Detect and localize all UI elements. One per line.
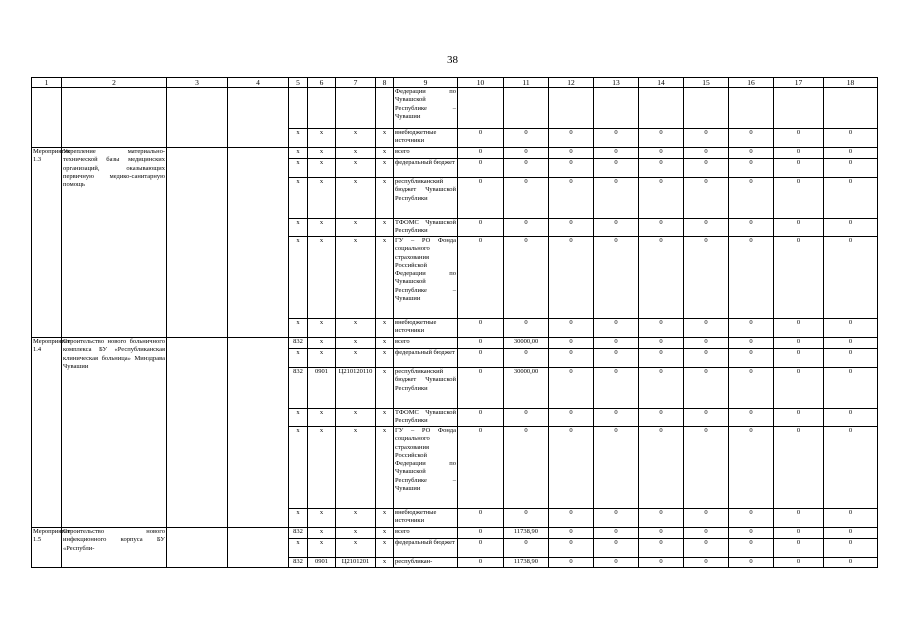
year-value-cell: 0 [549, 219, 594, 237]
column-header: 1 [32, 78, 62, 88]
grbs-cell: х [289, 319, 308, 338]
funding-source-cell: федеральный бюджет [394, 349, 458, 368]
year-value-cell: 0 [684, 129, 729, 148]
target-article-cell: х [336, 528, 376, 539]
section-cell: х [308, 509, 336, 528]
activity-name-cell [62, 88, 167, 148]
year-value-cell: 0 [824, 148, 878, 159]
year-value-cell: 0 [774, 349, 824, 368]
section-cell: х [308, 159, 336, 178]
column-header: 5 [289, 78, 308, 88]
year-value-cell: 0 [639, 539, 684, 558]
expense-type-cell: х [376, 409, 394, 427]
year-value-cell: 0 [824, 409, 878, 427]
year-value-cell: 0 [684, 558, 729, 568]
year-value-cell: 0 [684, 368, 729, 409]
year-value-cell: 0 [824, 129, 878, 148]
column-header: 10 [458, 78, 504, 88]
funding-source-cell: ТФОМС Чувашской Республики [394, 409, 458, 427]
year-value-cell: 0 [824, 368, 878, 409]
year-value-cell: 0 [458, 129, 504, 148]
year-value-cell: 0 [824, 159, 878, 178]
column-header: 14 [639, 78, 684, 88]
year-value-cell: 0 [549, 368, 594, 409]
target-article-cell: х [336, 539, 376, 558]
year-value-cell: 0 [729, 159, 774, 178]
year-value-cell: 0 [549, 539, 594, 558]
empty-cell [228, 528, 289, 568]
year-value-cell: 0 [824, 319, 878, 338]
target-article-cell: х [336, 178, 376, 219]
year-value-cell: 0 [774, 558, 824, 568]
year-value-cell: 0 [729, 338, 774, 349]
year-value-cell: 0 [549, 129, 594, 148]
table-row [32, 148, 878, 159]
empty-cell [228, 148, 289, 338]
year-value-cell: 0 [684, 237, 729, 319]
year-value-cell [684, 88, 729, 129]
funding-source-cell: внебюджетные источники [394, 319, 458, 338]
year-value-cell: 0 [594, 219, 639, 237]
section-cell: х [308, 148, 336, 159]
year-value-cell: 0 [774, 427, 824, 509]
grbs-cell: х [289, 178, 308, 219]
section-cell: х [308, 539, 336, 558]
year-value-cell: 0 [458, 528, 504, 539]
target-article-cell: х [336, 427, 376, 509]
year-value-cell: 0 [684, 349, 729, 368]
year-value-cell: 0 [684, 427, 729, 509]
column-header: 8 [376, 78, 394, 88]
year-value-cell: 0 [684, 539, 729, 558]
year-value-cell: 0 [549, 427, 594, 509]
year-value-cell: 0 [549, 558, 594, 568]
year-value-cell: 0 [594, 178, 639, 219]
year-value-cell: 0 [594, 528, 639, 539]
target-article-cell: Ц2101201 [336, 558, 376, 568]
expense-type-cell: х [376, 129, 394, 148]
year-value-cell: 0 [774, 509, 824, 528]
year-value-cell: 0 [458, 237, 504, 319]
table-row [32, 88, 878, 129]
year-value-cell: 0 [684, 409, 729, 427]
expense-type-cell: х [376, 159, 394, 178]
year-value-cell: 0 [774, 409, 824, 427]
target-article-cell: х [336, 237, 376, 319]
expense-type-cell [376, 88, 394, 129]
year-value-cell: 0 [774, 178, 824, 219]
year-value-cell: 0 [594, 539, 639, 558]
grbs-cell: х [289, 219, 308, 237]
activity-code-cell [32, 88, 62, 148]
year-value-cell: 0 [504, 349, 549, 368]
empty-cell [167, 148, 228, 338]
target-article-cell: х [336, 319, 376, 338]
year-value-cell: 0 [458, 509, 504, 528]
year-value-cell: 0 [684, 509, 729, 528]
year-value-cell [639, 88, 684, 129]
grbs-cell: 832 [289, 338, 308, 349]
table-row [32, 528, 878, 539]
section-cell: х [308, 178, 336, 219]
grbs-cell: 832 [289, 368, 308, 409]
year-value-cell: 0 [594, 338, 639, 349]
year-value-cell: 0 [639, 509, 684, 528]
target-article-cell: х [336, 349, 376, 368]
column-header: 3 [167, 78, 228, 88]
expense-type-cell: х [376, 219, 394, 237]
section-cell: 0901 [308, 368, 336, 409]
year-value-cell: 0 [774, 237, 824, 319]
year-value-cell: 0 [594, 319, 639, 338]
year-value-cell: 0 [729, 528, 774, 539]
section-cell [308, 88, 336, 129]
year-value-cell: 0 [458, 349, 504, 368]
activity-name-cell: Строительство нового больничного комплекса БУ «Республиканская клиническая больница» Минздрава Чувашии [62, 338, 167, 528]
year-value-cell: 0 [504, 129, 549, 148]
year-value-cell: 0 [774, 148, 824, 159]
page-number: 38 [447, 54, 458, 66]
year-value-cell: 0 [729, 368, 774, 409]
year-value-cell: 0 [774, 368, 824, 409]
year-value-cell: 0 [458, 319, 504, 338]
table-row [32, 338, 878, 349]
year-value-cell: 0 [504, 159, 549, 178]
year-value-cell: 0 [549, 159, 594, 178]
column-header: 12 [549, 78, 594, 88]
year-value-cell: 0 [684, 528, 729, 539]
target-article-cell: х [336, 148, 376, 159]
grbs-cell: х [289, 539, 308, 558]
year-value-cell: 0 [549, 409, 594, 427]
target-article-cell: х [336, 509, 376, 528]
year-value-cell: 0 [729, 349, 774, 368]
funding-source-cell: всего [394, 528, 458, 539]
expense-type-cell: х [376, 349, 394, 368]
year-value-cell: 0 [774, 129, 824, 148]
section-cell: х [308, 409, 336, 427]
year-value-cell: 0 [594, 427, 639, 509]
year-value-cell [594, 88, 639, 129]
year-value-cell: 0 [774, 539, 824, 558]
year-value-cell: 0 [729, 148, 774, 159]
expense-type-cell: х [376, 558, 394, 568]
year-value-cell: 0 [639, 178, 684, 219]
column-header: 2 [62, 78, 167, 88]
grbs-cell: х [289, 148, 308, 159]
funding-source-cell: Федерации по Чувашской Республике – Чувашии [394, 88, 458, 129]
year-value-cell [824, 88, 878, 129]
year-value-cell: 30000,00 [504, 338, 549, 349]
section-cell: х [308, 528, 336, 539]
year-value-cell [504, 88, 549, 129]
year-value-cell: 0 [729, 129, 774, 148]
year-value-cell [458, 88, 504, 129]
year-value-cell: 0 [824, 237, 878, 319]
funding-source-cell: внебюджетные источники [394, 509, 458, 528]
column-header: 7 [336, 78, 376, 88]
year-value-cell: 0 [549, 338, 594, 349]
year-value-cell: 0 [549, 319, 594, 338]
year-value-cell: 0 [684, 319, 729, 338]
year-value-cell: 0 [774, 528, 824, 539]
funding-source-cell: ГУ – РО Фонда социального страхования Российской Федерации по Чувашской Республике – Чувашии [394, 427, 458, 509]
year-value-cell: 0 [504, 409, 549, 427]
year-value-cell: 0 [504, 148, 549, 159]
target-article-cell: Ц210120110 [336, 368, 376, 409]
section-cell: х [308, 319, 336, 338]
year-value-cell: 0 [594, 558, 639, 568]
year-value-cell: 0 [639, 558, 684, 568]
funding-source-cell: всего [394, 148, 458, 159]
funding-source-cell: ТФОМС Чувашской Республики [394, 219, 458, 237]
activity-code-cell: Мероприятие 1.5 [32, 528, 62, 568]
expense-type-cell: х [376, 237, 394, 319]
section-cell: х [308, 338, 336, 349]
year-value-cell: 0 [594, 129, 639, 148]
expense-type-cell: х [376, 539, 394, 558]
expense-type-cell: х [376, 368, 394, 409]
column-header: 11 [504, 78, 549, 88]
year-value-cell: 0 [729, 509, 774, 528]
year-value-cell: 0 [549, 148, 594, 159]
budget-table [31, 77, 878, 568]
grbs-cell: х [289, 427, 308, 509]
year-value-cell: 0 [594, 509, 639, 528]
column-header: 13 [594, 78, 639, 88]
year-value-cell: 0 [729, 558, 774, 568]
grbs-cell: х [289, 159, 308, 178]
year-value-cell: 0 [639, 159, 684, 178]
target-article-cell: х [336, 219, 376, 237]
activity-code-cell: Мероприятие 1.3 [32, 148, 62, 338]
target-article-cell: х [336, 159, 376, 178]
year-value-cell: 0 [729, 237, 774, 319]
activity-name-cell: Укрепление материально-технической базы медицинских организаций, оказывающих первичную медико-санитарную помощь [62, 148, 167, 338]
funding-source-cell: федеральный бюджет [394, 159, 458, 178]
grbs-cell: х [289, 509, 308, 528]
grbs-cell: х [289, 409, 308, 427]
year-value-cell: 0 [639, 148, 684, 159]
funding-source-cell: всего [394, 338, 458, 349]
year-value-cell: 0 [639, 349, 684, 368]
year-value-cell: 0 [729, 539, 774, 558]
year-value-cell: 0 [458, 427, 504, 509]
year-value-cell: 0 [824, 349, 878, 368]
grbs-cell: 832 [289, 528, 308, 539]
year-value-cell: 0 [594, 409, 639, 427]
section-cell: х [308, 237, 336, 319]
grbs-cell: х [289, 129, 308, 148]
year-value-cell: 0 [824, 558, 878, 568]
year-value-cell: 0 [549, 237, 594, 319]
empty-cell [167, 338, 228, 528]
year-value-cell: 0 [729, 409, 774, 427]
section-cell: х [308, 219, 336, 237]
year-value-cell: 0 [639, 338, 684, 349]
funding-source-cell: республикан- [394, 558, 458, 568]
year-value-cell: 0 [458, 539, 504, 558]
year-value-cell: 0 [594, 159, 639, 178]
funding-source-cell: федеральный бюджет [394, 539, 458, 558]
year-value-cell: 0 [458, 159, 504, 178]
year-value-cell: 0 [504, 219, 549, 237]
empty-cell [228, 338, 289, 528]
column-header: 15 [684, 78, 729, 88]
year-value-cell: 0 [824, 539, 878, 558]
grbs-cell: 832 [289, 558, 308, 568]
expense-type-cell: х [376, 319, 394, 338]
expense-type-cell: х [376, 509, 394, 528]
year-value-cell: 0 [729, 219, 774, 237]
expense-type-cell: х [376, 148, 394, 159]
year-value-cell: 0 [774, 219, 824, 237]
expense-type-cell: х [376, 178, 394, 219]
year-value-cell: 0 [824, 427, 878, 509]
header-row [32, 78, 878, 88]
target-article-cell [336, 88, 376, 129]
year-value-cell: 0 [458, 368, 504, 409]
funding-source-cell: ГУ – РО Фонда социального страхования Российской Федерации по Чувашской Республике – Чувашии [394, 237, 458, 319]
empty-cell [228, 88, 289, 148]
year-value-cell: 11738,90 [504, 558, 549, 568]
grbs-cell [289, 88, 308, 129]
year-value-cell: 0 [504, 237, 549, 319]
expense-type-cell: х [376, 338, 394, 349]
year-value-cell: 0 [824, 178, 878, 219]
empty-cell [167, 88, 228, 148]
target-article-cell: х [336, 409, 376, 427]
year-value-cell: 0 [639, 237, 684, 319]
year-value-cell: 0 [504, 539, 549, 558]
year-value-cell: 0 [639, 319, 684, 338]
expense-type-cell: х [376, 427, 394, 509]
funding-source-cell: республиканский бюджет Чувашской Республики [394, 368, 458, 409]
year-value-cell: 0 [684, 219, 729, 237]
grbs-cell: х [289, 237, 308, 319]
section-cell: х [308, 427, 336, 509]
year-value-cell: 0 [729, 427, 774, 509]
column-header: 4 [228, 78, 289, 88]
year-value-cell: 0 [549, 349, 594, 368]
year-value-cell: 0 [684, 148, 729, 159]
section-cell: х [308, 129, 336, 148]
year-value-cell [774, 88, 824, 129]
target-article-cell: х [336, 338, 376, 349]
year-value-cell: 0 [824, 338, 878, 349]
year-value-cell: 0 [639, 129, 684, 148]
year-value-cell: 0 [824, 219, 878, 237]
year-value-cell: 0 [594, 148, 639, 159]
year-value-cell: 0 [504, 509, 549, 528]
year-value-cell [549, 88, 594, 129]
year-value-cell: 0 [684, 178, 729, 219]
year-value-cell: 0 [639, 219, 684, 237]
grbs-cell: х [289, 349, 308, 368]
year-value-cell: 0 [458, 219, 504, 237]
year-value-cell: 0 [824, 509, 878, 528]
activity-name-cell: Строительство нового инфекционного корпуса БУ «Республи- [62, 528, 167, 568]
year-value-cell: 0 [729, 178, 774, 219]
year-value-cell: 0 [774, 319, 824, 338]
column-header: 6 [308, 78, 336, 88]
year-value-cell: 0 [594, 237, 639, 319]
year-value-cell: 0 [774, 338, 824, 349]
column-header: 16 [729, 78, 774, 88]
year-value-cell: 0 [684, 338, 729, 349]
target-article-cell: х [336, 129, 376, 148]
activity-code-cell: Мероприятие 1.4 [32, 338, 62, 528]
year-value-cell: 0 [549, 509, 594, 528]
year-value-cell: 0 [504, 178, 549, 219]
year-value-cell: 0 [458, 409, 504, 427]
year-value-cell: 0 [549, 528, 594, 539]
year-value-cell: 0 [684, 159, 729, 178]
year-value-cell: 0 [639, 409, 684, 427]
year-value-cell: 11738,90 [504, 528, 549, 539]
year-value-cell: 0 [594, 368, 639, 409]
year-value-cell: 30000,00 [504, 368, 549, 409]
year-value-cell: 0 [504, 427, 549, 509]
year-value-cell: 0 [639, 427, 684, 509]
expense-type-cell: х [376, 528, 394, 539]
year-value-cell: 0 [458, 178, 504, 219]
year-value-cell: 0 [504, 319, 549, 338]
column-header: 17 [774, 78, 824, 88]
year-value-cell: 0 [549, 178, 594, 219]
funding-source-cell: внебюджетные источники [394, 129, 458, 148]
year-value-cell: 0 [824, 528, 878, 539]
year-value-cell [729, 88, 774, 129]
year-value-cell: 0 [774, 159, 824, 178]
year-value-cell: 0 [458, 338, 504, 349]
section-cell: 0901 [308, 558, 336, 568]
year-value-cell: 0 [639, 528, 684, 539]
empty-cell [167, 528, 228, 568]
column-header: 18 [824, 78, 878, 88]
year-value-cell: 0 [729, 319, 774, 338]
year-value-cell: 0 [594, 349, 639, 368]
section-cell: х [308, 349, 336, 368]
year-value-cell: 0 [458, 558, 504, 568]
column-header: 9 [394, 78, 458, 88]
year-value-cell: 0 [458, 148, 504, 159]
funding-source-cell: республиканский бюджет Чувашской Республики [394, 178, 458, 219]
year-value-cell: 0 [639, 368, 684, 409]
